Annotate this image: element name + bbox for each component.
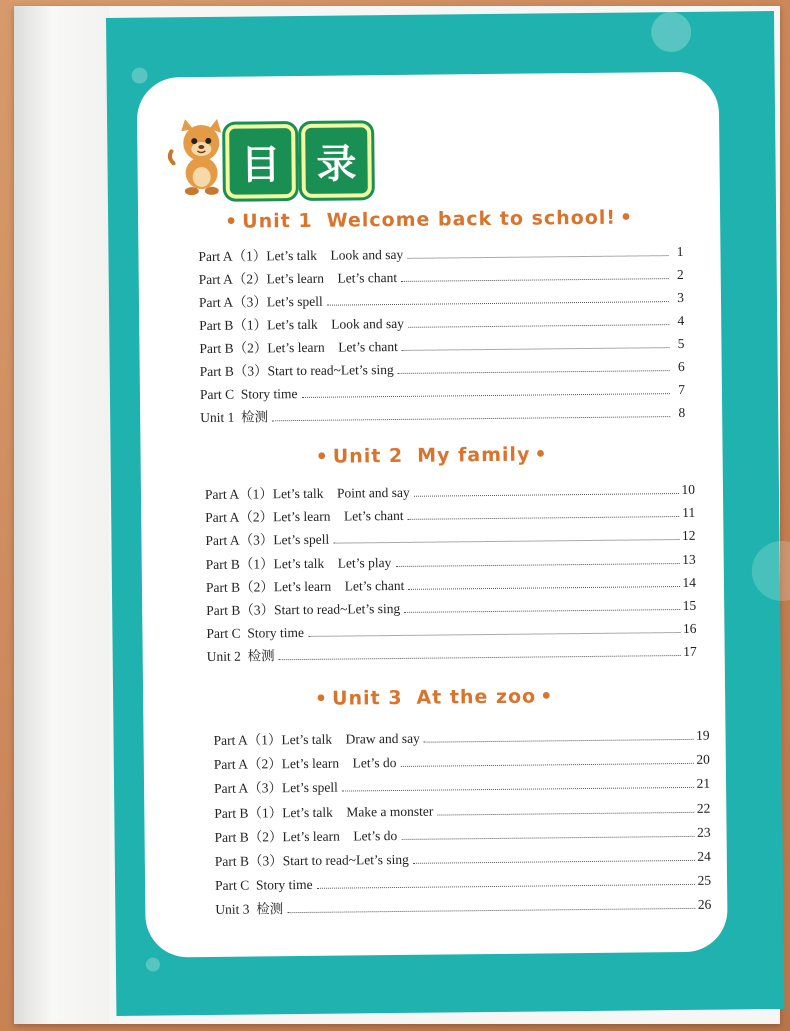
- toc-entry-page: 2: [676, 266, 684, 283]
- toc-entry-page: 25: [697, 872, 712, 889]
- heading-dot: •: [224, 210, 239, 233]
- toc-entry-label: Part B（3）Start to read~Let’s sing: [206, 600, 401, 618]
- toc-entry-label: Part A（3）Let’s spell: [198, 293, 323, 311]
- dot-leader: [404, 608, 679, 613]
- toc-entry-page: 15: [682, 597, 697, 613]
- toc-entry[interactable]: [214, 794, 710, 821]
- toc-entry[interactable]: [214, 819, 710, 846]
- unit-name: Welcome back to school!: [326, 206, 617, 232]
- toc-entry-label: Part B（1）Let’s talk Look and say: [199, 315, 405, 334]
- toc-entry-label: Part B（2）Let’s learn Let’s chant: [199, 338, 398, 357]
- toc-entry-label: Part C Story time: [206, 625, 305, 642]
- dot-leader: [408, 323, 669, 328]
- toc-title-char-2: 录: [301, 123, 372, 198]
- toc-entry-page: 3: [677, 289, 685, 306]
- left-page-edge: [14, 6, 109, 1024]
- dot-leader: [407, 254, 668, 259]
- toc-entry-label: Part A（1）Let’s talk Draw and say: [213, 730, 420, 748]
- dot-leader: [401, 277, 669, 282]
- dot-leader: [413, 859, 694, 864]
- toc-title-char-1: 目: [225, 124, 296, 199]
- toc-entry-page: 4: [677, 312, 685, 329]
- toc-entry-page: 17: [683, 644, 697, 660]
- toc-entry-page: 8: [678, 404, 686, 421]
- unit-number: Unit 3: [331, 686, 403, 710]
- toc-entry-label: Unit 3 检测: [215, 901, 284, 918]
- toc-entry[interactable]: [200, 399, 685, 426]
- dot-leader: [327, 300, 669, 306]
- toc-entry-label: Part A（1）Let’s talk Look and say: [198, 246, 404, 265]
- toc-entry-label: Part B（3）Start to read~Let’s sing: [214, 851, 409, 869]
- dot-leader: [400, 762, 693, 767]
- toc-entry-label: Part A（2）Let’s learn Let’s do: [213, 755, 397, 773]
- toc-entry[interactable]: [214, 746, 710, 773]
- toc-card: [137, 72, 728, 958]
- dot-leader: [287, 907, 695, 913]
- toc-entry-page: 20: [696, 751, 710, 768]
- toc-entry-label: Part A（1）Let’s talk Point and say: [204, 484, 410, 502]
- toc-entry-label: Part A（2）Let’s learn Let’s chant: [198, 269, 398, 288]
- dot-leader: [401, 835, 694, 840]
- toc-entry-page: 12: [681, 528, 696, 544]
- toc-entry-page: 11: [682, 505, 696, 521]
- toc-entry-page: 5: [677, 335, 685, 352]
- unit-heading: [141, 442, 723, 470]
- heading-dot: •: [315, 445, 329, 468]
- toc-units: [137, 72, 719, 918]
- toc-entry-page: 23: [696, 824, 711, 840]
- heading-dot: •: [540, 685, 554, 708]
- heading-dot: •: [314, 687, 329, 710]
- toc-entry-label: Part B（2）Let’s learn Let’s chant: [205, 577, 405, 595]
- unit-heading: [143, 684, 725, 712]
- unit-name: My family: [417, 443, 531, 467]
- toc-entry[interactable]: [213, 722, 709, 749]
- toc-entry-label: Part A（2）Let’s learn Let’s chant: [205, 508, 404, 526]
- workbook: [14, 6, 780, 1024]
- toc-entry-page: 1: [676, 243, 684, 260]
- dot-leader: [414, 492, 679, 497]
- dot-leader: [272, 415, 670, 421]
- dot-leader: [402, 346, 670, 351]
- dot-leader: [395, 562, 679, 567]
- toc-entry-label: Part B（1）Let’s talk Make a monster: [214, 803, 434, 821]
- toc-entry-page: 16: [682, 621, 697, 637]
- heading-dot: •: [534, 443, 548, 466]
- decor-bubble: [146, 957, 160, 971]
- unit-number: Unit 1: [242, 209, 313, 233]
- toc-entry-page: 21: [696, 776, 711, 792]
- toc-entry-label: Part C Story time: [199, 386, 298, 403]
- dot-leader: [317, 883, 695, 889]
- toc-entry-label: Unit 1 检测: [200, 409, 269, 426]
- toc-entry[interactable]: [214, 770, 710, 797]
- dot-leader: [333, 538, 679, 544]
- toc-entry-page: 14: [682, 574, 697, 590]
- decor-bubble: [651, 12, 691, 52]
- decor-bubble: [132, 68, 148, 84]
- dot-leader: [342, 786, 694, 792]
- dot-leader: [424, 738, 693, 743]
- toc-entry[interactable]: [215, 867, 711, 894]
- toc-entry[interactable]: [207, 638, 697, 665]
- dot-leader: [398, 369, 670, 374]
- toc-entry-page: 10: [681, 481, 696, 497]
- unit-heading: [138, 206, 720, 234]
- toc-entry-page: 19: [695, 727, 710, 743]
- toc-title: [167, 117, 357, 197]
- unit-number: Unit 2: [332, 444, 404, 468]
- heading-dot: •: [619, 206, 634, 229]
- toc-entry-page: 6: [677, 358, 685, 375]
- toc-entry-label: Part A（3）Let’s spell: [213, 780, 338, 797]
- toc-entry-label: Part B（3）Start to read~Let’s sing: [199, 362, 394, 380]
- dot-leader: [437, 810, 694, 815]
- toc-entry-page: 22: [696, 800, 711, 816]
- toc-entry-page: 24: [697, 848, 711, 864]
- cartoon-cat-icon: [167, 117, 230, 198]
- decor-bubble: [752, 541, 790, 602]
- toc-entry[interactable]: [215, 843, 711, 870]
- dot-leader: [279, 654, 681, 660]
- toc-entry[interactable]: [215, 891, 711, 918]
- toc-entry-page: 26: [697, 897, 712, 913]
- toc-entry-label: Part B（2）Let’s learn Let’s do: [214, 827, 398, 845]
- toc-page: [106, 11, 784, 1016]
- toc-entry-page: 13: [682, 551, 696, 567]
- toc-entry-page: 7: [678, 381, 686, 398]
- toc-entry-label: Part A（3）Let’s spell: [205, 532, 330, 549]
- toc-entry-label: Part B（1）Let’s talk Let’s play: [205, 554, 392, 572]
- unit-name: At the zoo: [416, 685, 537, 709]
- dot-leader: [308, 631, 680, 637]
- toc-entry-label: Unit 2 检测: [206, 648, 275, 665]
- dot-leader: [408, 585, 679, 590]
- dot-leader: [408, 515, 680, 520]
- toc-entry-label: Part C Story time: [215, 877, 313, 894]
- dot-leader: [301, 392, 670, 398]
